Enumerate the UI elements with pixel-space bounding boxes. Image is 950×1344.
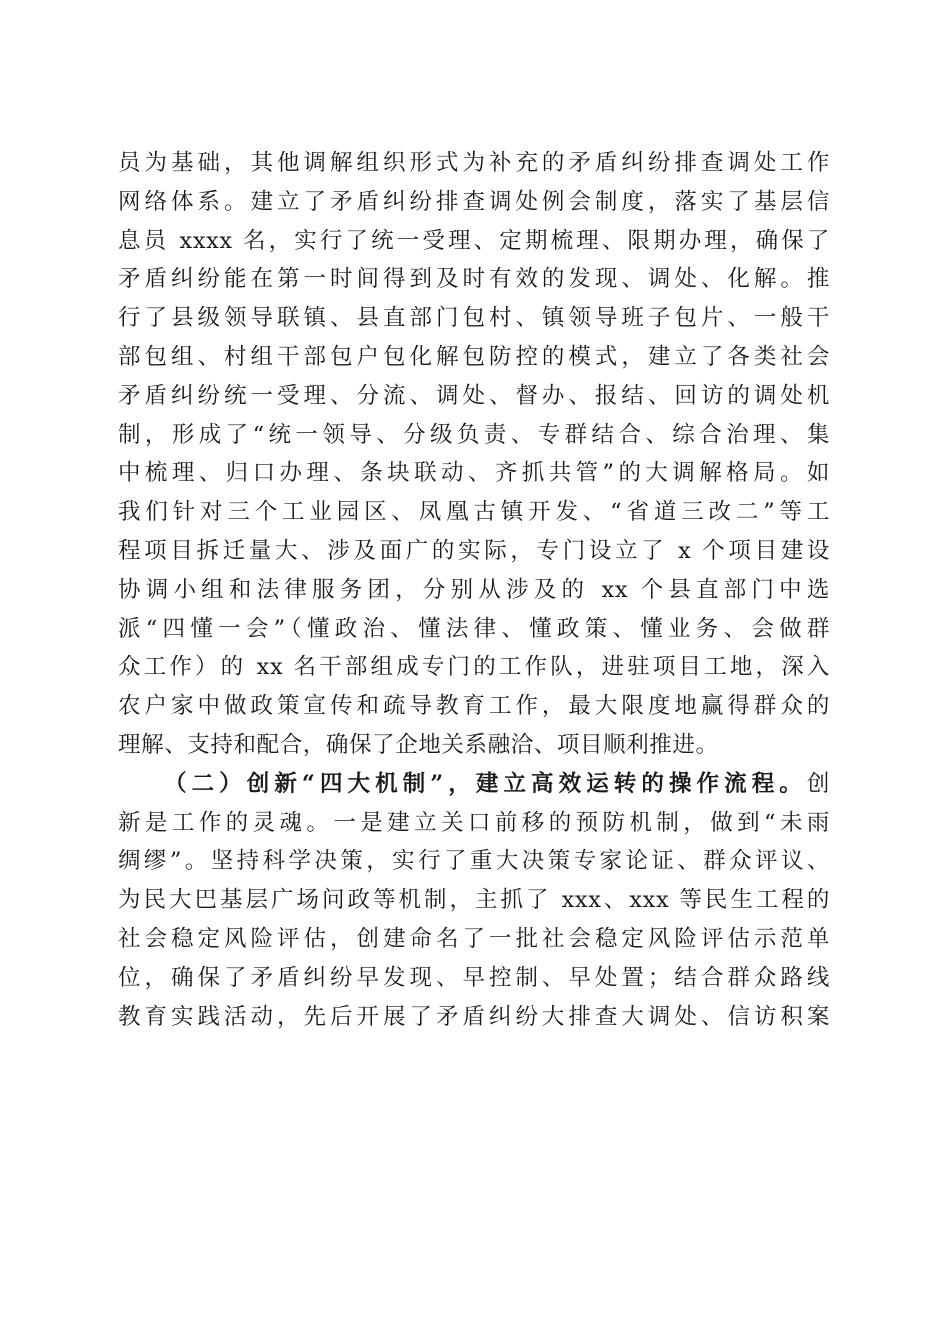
text-line: 派“四懂一会”（懂政治、懂法律、懂政策、懂业务、会做群 bbox=[118, 615, 830, 642]
text-line: 网络体系。建立了矛盾纠纷排查调处例会制度，落实了基层信 bbox=[118, 188, 830, 215]
text-line: 我们针对三个工业园区、凤凰古镇开发、“省道三改二”等工 bbox=[118, 499, 830, 526]
text-line: 员为基础，其他调解组织形式为补充的矛盾纠纷排查调处工作 bbox=[118, 150, 830, 176]
text-line: 众工作）的 xx 名干部组成专门的工作队，进驻项目工地，深入 bbox=[118, 654, 830, 681]
text-line: 协调小组和法律服务团，分别从涉及的 xx 个县直部门中选 bbox=[118, 576, 830, 603]
section-heading: （二）创新“四大机制”，建立高效运转的操作流程。 bbox=[164, 770, 807, 797]
text-line: 程项目拆迁量大、涉及面广的实际，专门设立了 x 个项目建设 bbox=[118, 537, 830, 564]
text-line: 农户家中做政策宣传和疏导教育工作，最大限度地赢得群众的 bbox=[118, 693, 830, 720]
text-line: 位，确保了矛盾纠纷早发现、早控制、早处置；结合群众路线 bbox=[118, 964, 830, 991]
body-text bbox=[118, 144, 830, 1036]
text-line: 制，形成了“统一领导、分级负责、专群结合、综合治理、集 bbox=[118, 421, 830, 448]
text-line: 新是工作的灵魂。一是建立关口前移的预防机制，做到“未雨 bbox=[118, 809, 830, 836]
text-line: 矛盾纠纷能在第一时间得到及时有效的发现、调处、化解。推 bbox=[118, 266, 830, 293]
text-line: 社会稳定风险评估，创建命名了一批社会稳定风险评估示范单 bbox=[118, 925, 830, 952]
text-line: 部包组、村组干部包户包化解包防控的模式，建立了各类社会 bbox=[118, 343, 830, 370]
text-line: 行了县级领导联镇、县直部门包村、镇领导班子包片、一般干 bbox=[118, 305, 830, 332]
text-line: 息员 xxxx 名，实行了统一受理、定期梳理、限期办理，确保了 bbox=[118, 227, 830, 254]
text-line: 绸缪”。坚持科学决策，实行了重大决策专家论证、群众评议、 bbox=[118, 848, 830, 875]
text-line: 理解、支持和配合，确保了企地关系融洽、项目顺利推进。 bbox=[118, 731, 719, 758]
section-heading-line bbox=[118, 765, 830, 804]
text-line: 为民大巴基层广场问政等机制，主抓了 xxx、xxx 等民生工程的 bbox=[118, 887, 830, 914]
heading-tail-text: 创 bbox=[806, 770, 830, 797]
text-line: 中梳理、归口办理、条块联动、齐抓共管”的大调解格局。如 bbox=[118, 460, 830, 487]
text-line: 教育实践活动，先后开展了矛盾纠纷大排查大调处、信访积案 bbox=[118, 1003, 830, 1030]
text-line: 矛盾纠纷统一受理、分流、调处、督办、报结、回访的调处机 bbox=[118, 382, 830, 409]
